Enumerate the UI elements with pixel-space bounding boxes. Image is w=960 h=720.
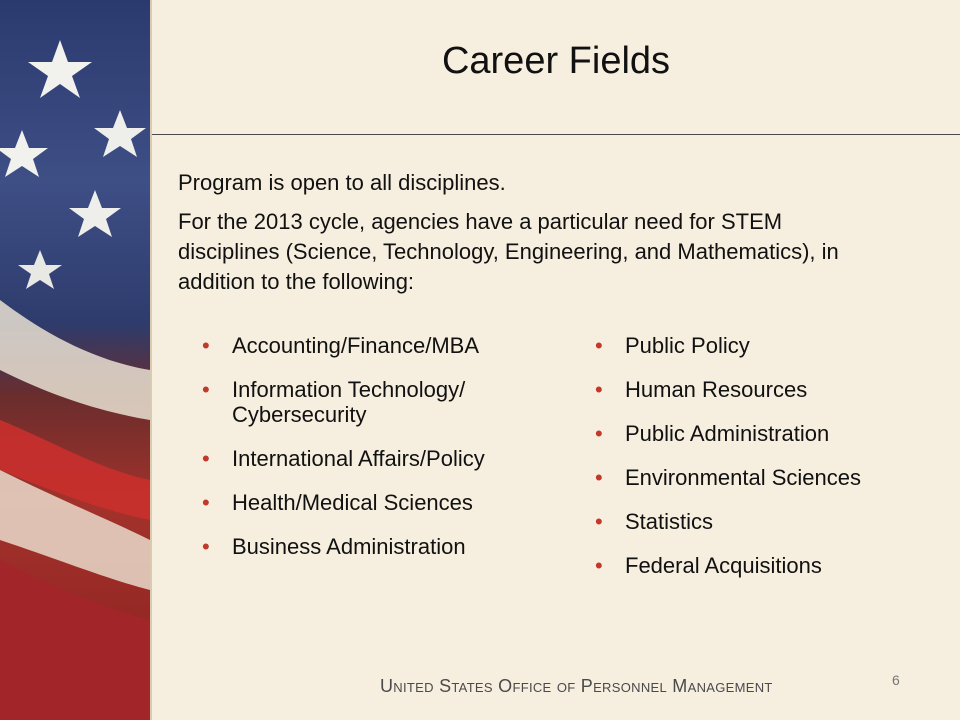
list-item	[593, 333, 943, 358]
bullet-icon: •	[202, 333, 210, 358]
title-divider	[152, 134, 960, 135]
list-item	[200, 333, 560, 358]
list-item	[200, 534, 560, 559]
flag-divider	[150, 0, 152, 720]
career-fields-left-list	[200, 333, 560, 578]
intro-line-1: Program is open to all disciplines.	[178, 170, 506, 195]
bullet-icon: •	[202, 446, 210, 471]
field-label: Health/Medical Sciences	[232, 490, 473, 515]
field-label: Business Administration	[232, 534, 466, 559]
field-label: Statistics	[625, 509, 714, 534]
flag-graphic	[0, 0, 150, 720]
org-name-text: United States Office of Personnel Management	[380, 676, 773, 696]
field-label: Information Technology/ Cybersecurity	[232, 377, 466, 427]
list-item	[593, 465, 943, 490]
field-label: Public Administration	[625, 421, 830, 446]
career-fields-right-list	[593, 333, 943, 597]
list-item	[200, 377, 560, 427]
bullet-icon: •	[202, 490, 210, 515]
intro-line-2: For the 2013 cycle, agencies have a particular need for STEM disciplines (Science, Technology, Engineering, and Mathematics), in addition to the following:	[178, 209, 839, 294]
list-item	[593, 553, 943, 578]
field-label: Public Policy	[625, 333, 750, 358]
list-item	[593, 421, 943, 446]
field-label: Federal Acquisitions	[625, 553, 822, 578]
list-item	[593, 509, 943, 534]
footer-org-name	[380, 676, 773, 697]
bullet-icon: •	[595, 465, 603, 490]
list-item	[593, 377, 943, 402]
page-number: 6	[892, 672, 900, 688]
field-label: International Affairs/Policy	[232, 446, 485, 471]
list-item	[200, 446, 560, 471]
bullet-icon: •	[595, 333, 603, 358]
bullet-icon: •	[202, 377, 210, 402]
bullet-icon: •	[202, 534, 210, 559]
field-label: Human Resources	[625, 377, 808, 402]
intro-text	[178, 168, 878, 306]
bullet-icon: •	[595, 377, 603, 402]
field-label: Environmental Sciences	[625, 465, 862, 490]
bullet-icon: •	[595, 553, 603, 578]
bullet-icon: •	[595, 509, 603, 534]
slide-title: Career Fields	[441, 40, 671, 82]
flag-image	[0, 0, 150, 720]
bullet-icon: •	[595, 421, 603, 446]
list-item	[200, 490, 560, 515]
field-label: Accounting/Finance/MBA	[232, 333, 480, 358]
